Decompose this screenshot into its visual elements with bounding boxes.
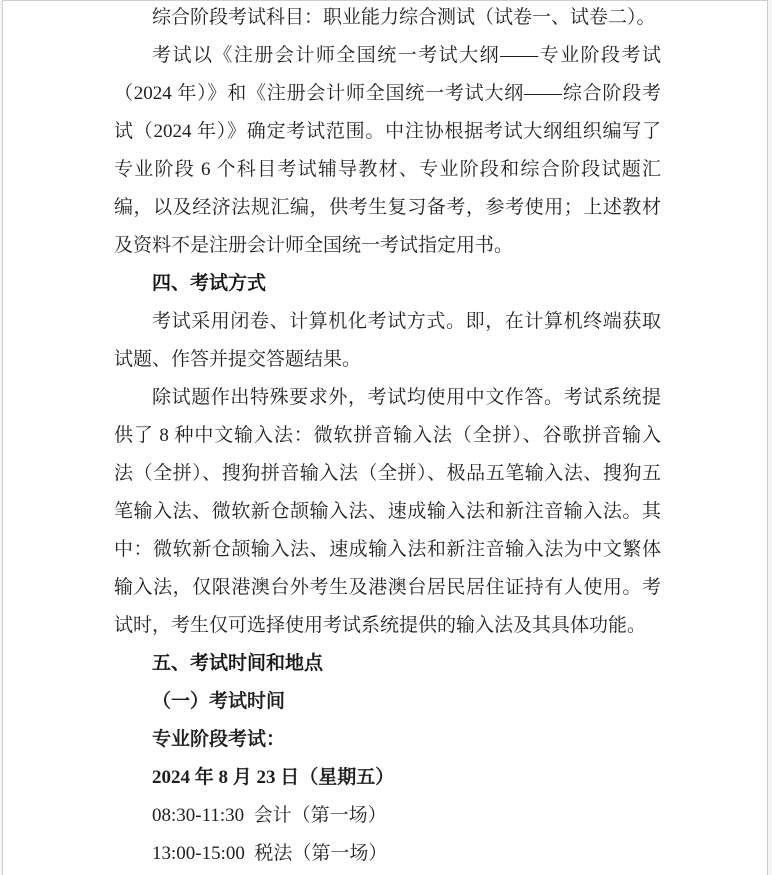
doc-line: 试（2024 年）》确定考试范围。中注协根据考试大纲组织编写了 (114, 121, 661, 142)
doc-line: 考试采用闭卷、计算机化考试方式。即，在计算机终端获取 (152, 311, 661, 332)
section-heading-exam-time-place: 五、考试时间和地点 (152, 653, 324, 674)
doc-line: 笔输入法、微软新仓颉输入法、速成输入法和新注音输入法。其 (114, 501, 661, 522)
doc-line: 法（全拼）、搜狗拼音输入法（全拼）、极品五笔输入法、搜狗五 (114, 463, 661, 484)
section-heading-exam-method: 四、考试方式 (152, 273, 267, 294)
document-page (2, 0, 768, 875)
subsection-heading-exam-time: （一）考试时间 (152, 691, 286, 712)
document-body (114, 0, 661, 873)
doc-line: 供了 8 种中文输入法：微软拼音输入法（全拼）、谷歌拼音输入 (114, 425, 661, 446)
doc-line: 试时，考生仅可选择使用考试系统提供的输入法及其具体功能。 (114, 615, 647, 636)
doc-line: 综合阶段考试科目：职业能力综合测试（试卷一、试卷二）。 (152, 7, 656, 28)
doc-line: 试题、作答并提交答题结果。 (114, 349, 362, 370)
doc-line-session-taxlaw: 13:00-15:00 税法（第一场） (152, 843, 388, 864)
doc-line: 除试题作出特殊要求外，考试均使用中文作答。考试系统提 (152, 387, 661, 408)
doc-line: 中：微软新仓颉输入法、速成输入法和新注音输入法为中文繁体 (114, 539, 661, 560)
doc-line: 编，以及经济法规汇编，供考生复习备考，参考使用；上述教材 (114, 197, 661, 218)
doc-line: 及资料不是注册会计师全国统一考试指定用书。 (114, 235, 514, 256)
doc-line: 专业阶段 6 个科目考试辅导教材、专业阶段和综合阶段试题汇 (114, 159, 661, 180)
doc-line-professional-stage: 专业阶段考试： (152, 729, 286, 750)
doc-line-session-accounting: 08:30-11:30 会计（第一场） (152, 805, 387, 826)
doc-line-exam-date: 2024 年 8 月 23 日（星期五） (152, 767, 395, 788)
doc-line: 输入法，仅限港澳台外考生及港澳台居民居住证持有人使用。考 (114, 577, 661, 598)
doc-line: 考试以《注册会计师全国统一考试大纲——专业阶段考试 (152, 45, 661, 66)
doc-line: （2024 年）》和《注册会计师全国统一考试大纲——综合阶段考 (114, 83, 661, 104)
